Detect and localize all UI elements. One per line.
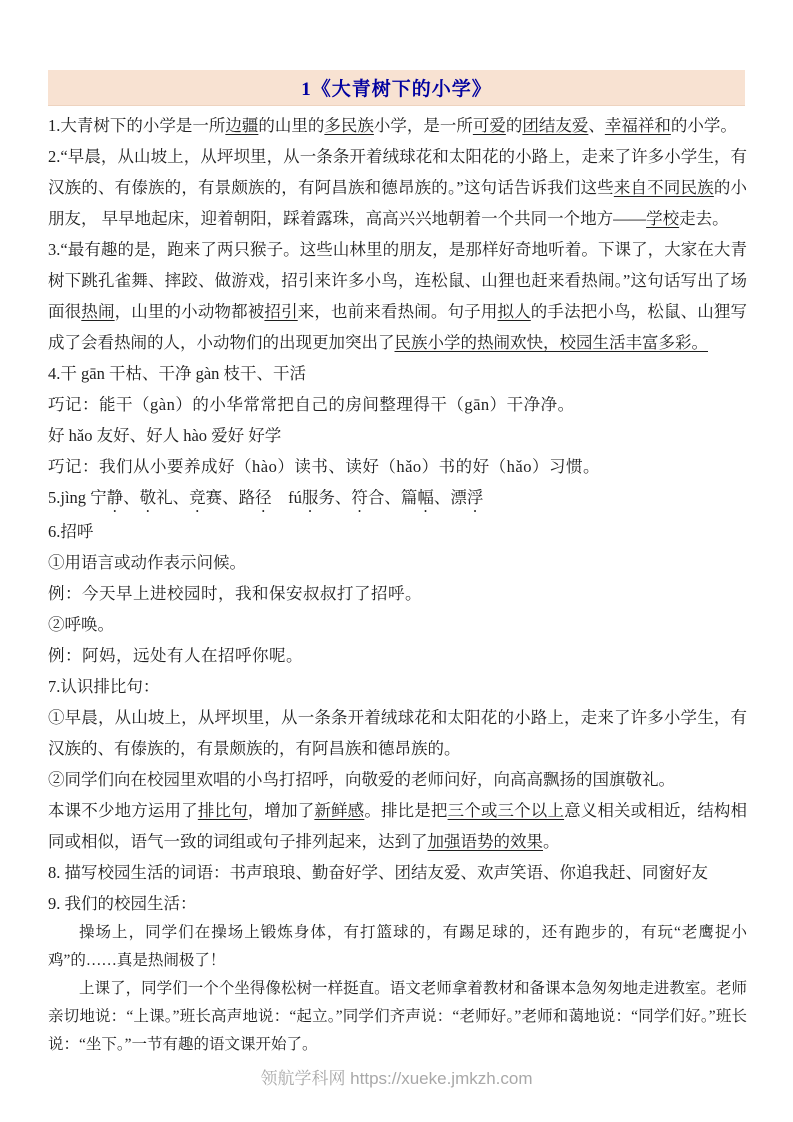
text-run: ，增加了	[247, 801, 315, 820]
watermark-footer	[0, 1064, 793, 1089]
emphasized-text: 敬	[139, 488, 157, 507]
paragraph	[48, 451, 747, 482]
paragraph	[48, 420, 747, 451]
text-run: 意义相关或相近，结构相同或相似，语气一致的词组或句子排列起来，达到了	[48, 801, 748, 851]
text-run: 。	[543, 832, 560, 851]
paragraph	[48, 234, 747, 358]
text-run: 合、篇	[367, 488, 418, 507]
paragraph	[48, 975, 747, 1059]
text-run: 。排比是把	[364, 801, 448, 820]
text-run: 例：阿妈，远处有人在招呼你呢。	[48, 646, 303, 665]
underlined-text: 来自不同民族	[613, 178, 714, 197]
underlined-text: 可爱	[472, 116, 506, 135]
text-run: 5.jìng 宁	[48, 488, 107, 507]
text-run: ①早晨，从山坡上，从坪坝里，从一条条开着绒球花和太阳花的小路上，走来了许多小学生，有汉族的、有傣族的，有景颇族的，有阿昌族和德昂族的。	[48, 708, 747, 758]
text-run: 走去。	[679, 209, 729, 228]
text-run: 6.招呼	[48, 522, 94, 541]
paragraph	[48, 609, 747, 640]
text-run: 来，也前来看热闹。句子用	[297, 302, 498, 321]
paragraph	[48, 482, 747, 516]
text-run: 好 hǎo 友好、好人 hào 爱好 好学	[48, 426, 282, 445]
underlined-text: 新鲜感	[314, 801, 365, 820]
paragraph	[48, 857, 747, 888]
text-run: 务、	[318, 488, 352, 507]
paragraph	[48, 795, 747, 857]
text-run: 小学，是一所	[373, 116, 473, 135]
underlined-text: 招引	[264, 302, 298, 321]
text-run: ②同学们向在校园里欢唱的小鸟打招呼，向敬爱的老师问好，向高高飘扬的国旗敬礼。	[48, 770, 675, 789]
text-run: 、漂	[433, 488, 467, 507]
underlined-text: 边疆	[225, 116, 259, 135]
text-run: 1.大青树下的小学是一所	[48, 116, 226, 135]
underlined-text: 多民族	[324, 116, 374, 135]
lesson-title: 1《大青树下的小学》	[301, 79, 492, 100]
text-run: 8. 描写校园生活的词语：书声琅琅、勤奋好学、团结友爱、欢声笑语、你追我赶、同窗好友	[48, 863, 708, 882]
text-run: 上课了，同学们一个个坐得像松树一样挺直。语文老师拿着教材和备课本急匆匆地走进教室。老师亲切地说：“上课。”班长高声地说：“起立。”同学们齐声说：“老师好。”老师和蔼地说：“同学们好。”班长说：“坐下。”一节有趣的语文课开始了。	[48, 980, 747, 1053]
emphasized-text: 幅	[417, 488, 434, 507]
text-run: fú	[271, 488, 302, 507]
paragraph	[48, 888, 747, 919]
emphasized-text: 浮	[466, 488, 484, 507]
underlined-text: 幸福祥和	[604, 116, 671, 135]
text-run: 例：今天早上进校园时，我和保安叔叔打了招呼。	[48, 584, 422, 603]
text-run: 操场上，同学们在操场上锻炼身体，有打篮球的，有踢足球的，还有跑步的，有玩“老鹰捉小鸡”的……真是热闹极了！	[48, 924, 747, 969]
lesson-title-banner	[48, 70, 745, 106]
text-run: 的	[505, 116, 523, 135]
emphasized-text: 竞	[189, 488, 206, 507]
text-run: 的山里的	[258, 116, 325, 135]
paragraph	[48, 702, 747, 764]
paragraph	[48, 671, 747, 702]
paragraph	[48, 358, 747, 389]
text-run: 2.“早晨，从山坡上，从坪坝里，从一条条开着绒球花和太阳花的小路上，走来了许多小学生，有汉族的、有傣族的，有景颇族的，有阿昌族和德昂族的。”这句话告诉我们这些	[48, 147, 747, 197]
watermark-text: 领航学科网 https://xueke.jmkzh.com	[260, 1069, 533, 1088]
document-body	[48, 110, 747, 1059]
text-run: 3.“最有趣的是，跑来了两只猴子。这些山林里的朋友，是那样好奇地听着。下课了，大家在大青树下跳孔雀舞、摔跤、做游戏，招引来许多小鸟，连松鼠、山狸也赶来看热闹。”这句话写出了场面很	[48, 240, 747, 321]
text-run: 、	[123, 488, 140, 507]
text-run: 本课不少地方运用了	[48, 801, 198, 820]
paragraph	[48, 516, 747, 547]
text-run: 、	[588, 116, 605, 135]
text-run: ②呼唤。	[48, 615, 114, 634]
emphasized-text: 径	[255, 488, 272, 507]
paragraph	[48, 764, 747, 795]
paragraph	[48, 110, 747, 141]
paragraph	[48, 141, 747, 234]
paragraph	[48, 578, 747, 609]
paragraph	[48, 389, 747, 420]
text-run: 礼、	[156, 488, 190, 507]
paragraph	[48, 919, 747, 975]
paragraph	[48, 640, 747, 671]
underlined-text: 团结友爱	[522, 116, 589, 135]
paragraph	[48, 547, 747, 578]
text-run: 4.干 gān 干枯、干净 gàn 枝干、干活	[48, 364, 307, 383]
text-run: 的小学。	[670, 116, 737, 135]
underlined-text: 民族小学的热闹欢快，校园生活丰富多彩。	[394, 333, 708, 352]
text-run: 9. 我们的校园生活：	[48, 894, 197, 913]
underlined-text: 拟人	[497, 302, 531, 321]
underlined-text: 热闹	[81, 302, 115, 321]
underlined-text: 学校	[646, 209, 680, 228]
text-run: 巧记：能干（gàn）的小华常常把自己的房间整理得干（gān）干净净。	[48, 395, 575, 414]
text-run: 的手法把小鸟，松鼠、山狸写成了会看热闹的人，小动物们的出现更加突出了	[48, 302, 748, 352]
underlined-text: 三个或三个以上	[447, 801, 565, 820]
emphasized-text: 符	[351, 488, 368, 507]
text-run: 的小朋友， 早早地起床，迎着朝阳，踩着露珠，高高兴兴地朝着一个共同一个地方——	[48, 178, 748, 228]
text-run: 赛、路	[205, 488, 256, 507]
text-run: 巧记：我们从小要养成好（hào）读书、读好（hǎo）书的好（hǎo）习惯。	[48, 457, 600, 476]
underlined-text: 排比句	[197, 801, 248, 820]
emphasized-text: 静	[106, 488, 124, 507]
text-run: ①用语言或动作表示问候。	[48, 553, 246, 572]
emphasized-text: 服	[301, 488, 319, 507]
text-run: 7.认识排比句：	[48, 677, 160, 696]
underlined-text: 加强语势的效果	[427, 832, 543, 851]
text-run: ，山里的小动物都被	[114, 302, 265, 321]
